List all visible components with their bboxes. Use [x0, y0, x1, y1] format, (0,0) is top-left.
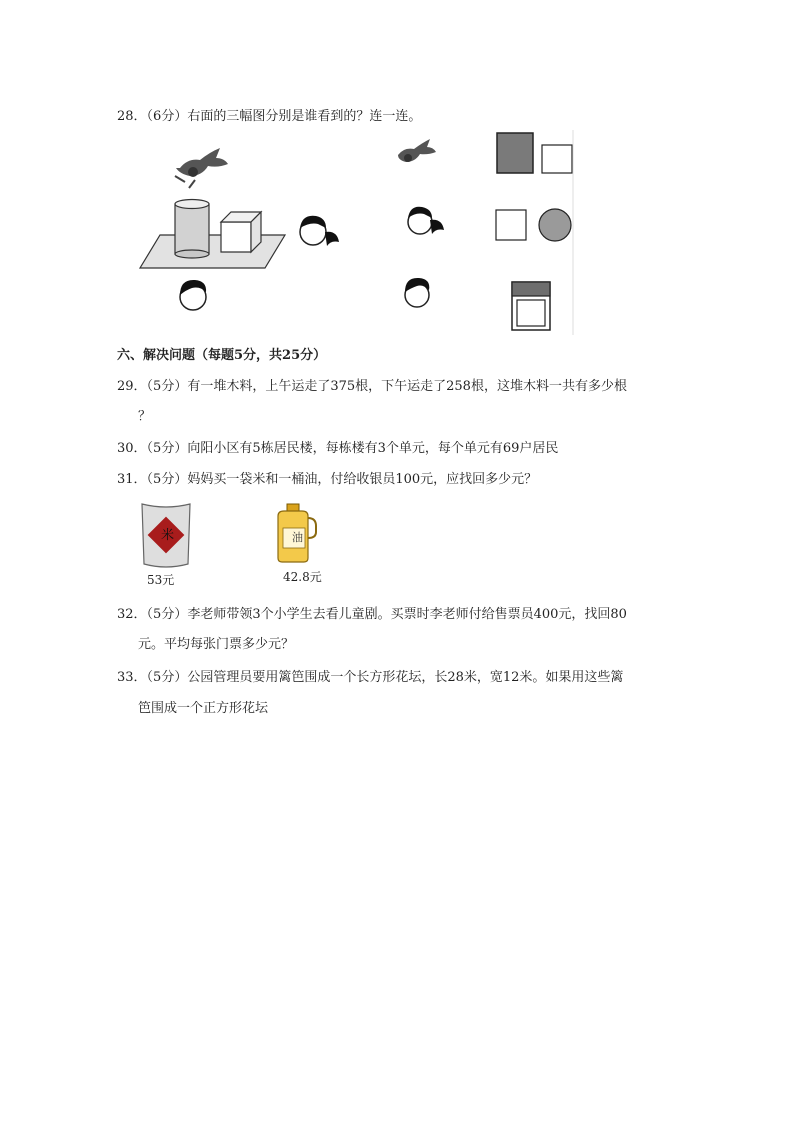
boy-icon — [405, 278, 429, 307]
q28-scene-figure — [135, 140, 345, 330]
cube-shape — [221, 212, 261, 252]
q32-line2: 元。平均每张门票多少元？ — [138, 637, 295, 652]
q33-line1: 33．（5分）公园管理员要用篱笆围成一个长方形花坛，长28米，宽12米。如果用这些篱 — [117, 670, 624, 685]
oil-label: 油 — [292, 531, 303, 544]
view-white-square — [542, 145, 572, 173]
q29-line1: 29．（5分）有一堆木料，上午运走了375根，下午运走了258根，这堆木料一共有多少根 — [117, 379, 627, 394]
q29-line2: ？ — [138, 409, 152, 424]
section6-title: 六、解决问题（每题5分，共25分） — [117, 348, 327, 363]
view-dark-square — [497, 133, 533, 173]
girl-icon — [408, 207, 444, 234]
plane-shape — [140, 235, 285, 268]
q32-line1: 32．（5分）李老师带领3个小学生去看儿童剧。买票时李老师付给售票员400元，找回80 — [117, 607, 627, 622]
girl-side-icon — [300, 216, 339, 246]
rice-price: 53元 — [147, 573, 175, 587]
view-circle — [539, 209, 571, 241]
q28-text: 28．（6分）右面的三幅图分别是谁看到的？连一连。 — [117, 109, 422, 124]
q33-line2: 笆围成一个正方形花坛 — [138, 701, 269, 716]
view-top-dark-band — [512, 282, 550, 296]
boy-front-icon — [180, 280, 206, 310]
rice-label: 米 — [161, 528, 175, 543]
view-top-inner-square — [517, 300, 545, 326]
bird-icon — [175, 148, 228, 188]
view-square — [496, 210, 526, 240]
cylinder-shape — [175, 200, 209, 259]
q30-text: 30．（5分）向阳小区有5栋居民楼，每栋楼有3个单元，每个单元有69户居民 — [117, 441, 559, 456]
q28-views-figure — [392, 130, 577, 335]
bird-icon — [398, 139, 436, 162]
oil-price: 42.8元 — [283, 570, 322, 584]
q31-text: 31．（5分）妈妈买一袋米和一桶油，付给收银员100元，应找回多少元？ — [117, 472, 538, 487]
